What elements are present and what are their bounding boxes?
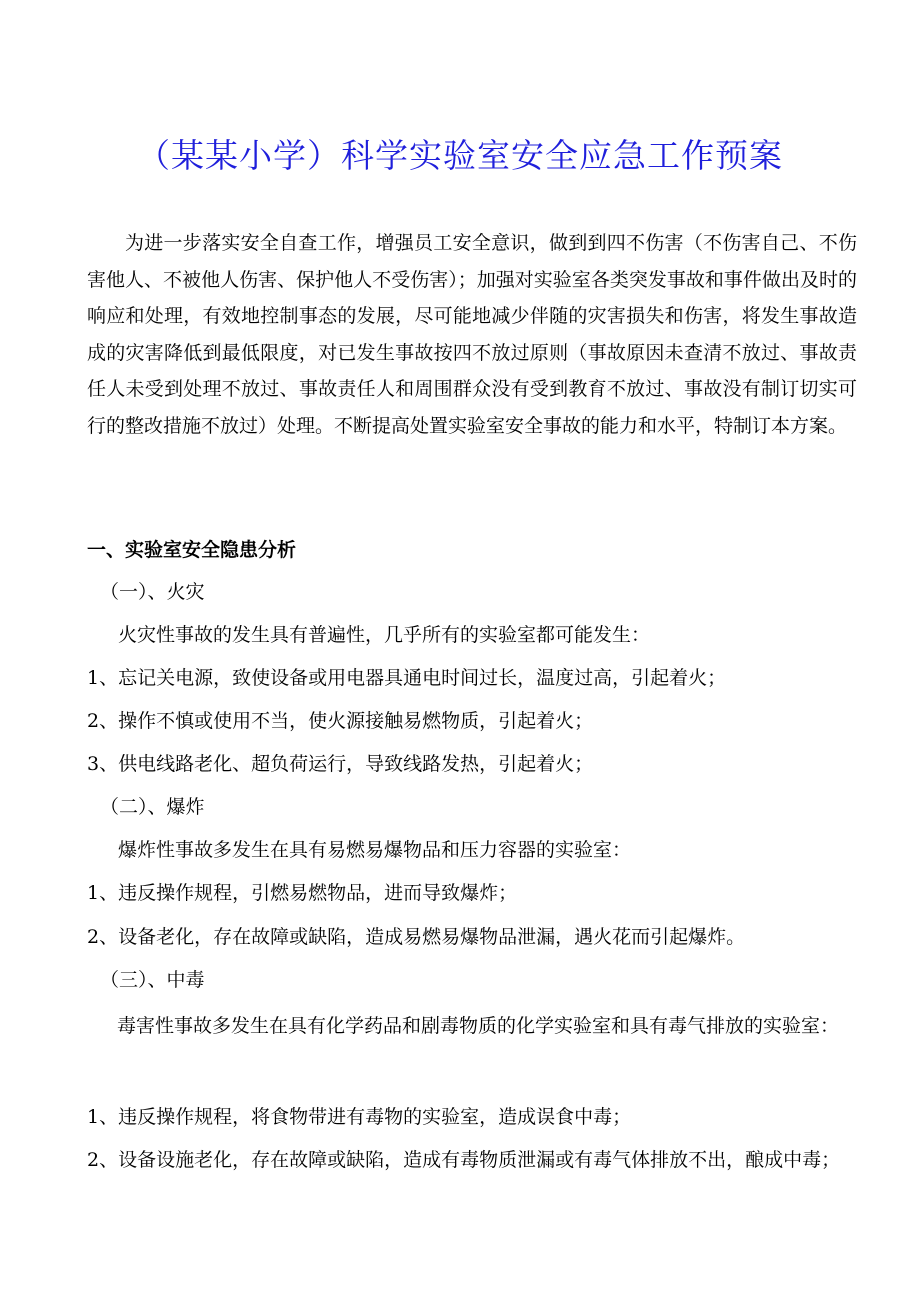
subheading-explosion: （二）、爆炸 [100, 796, 205, 818]
fire-lead-text: 火灾性事故的发生具有普遍性，几乎所有的实验室都可能发生： [118, 624, 651, 646]
fire-item-3: 3、供电线路老化、超负荷运行，导致线路发热，引起着火； [87, 753, 594, 775]
section-heading-hazard-analysis: 一、实验室安全隐患分析 [87, 539, 297, 561]
poisoning-item-2: 2、设备设施老化，存在故障或缺陷，造成有毒物质泄漏或有毒气体排放不出，酿成中毒； [87, 1149, 841, 1171]
poisoning-lead-text: 毒害性事故多发生在具有化学药品和剧毒物质的化学实验室和具有毒气排放的实验室： [117, 1015, 840, 1037]
explosion-item-2: 2、设备老化，存在故障或缺陷，造成易燃易爆物品泄漏，遇火花而引起爆炸。 [87, 926, 746, 948]
intro-paragraph: 为进一步落实安全自查工作，增强员工安全意识，做到到四不伤害（不伤害自己、不伤害他人、不被他人伤害、保护他人不受伤害）；加强对实验室各类突发事故和事件做出及时的响应和处理，有效地控制事态的发展，尽可能地减少伴随的灾害损失和伤害，将发生事故造成的灾害降低到最低限度，对已发生事故按四不放过原则（事故原因未查清不放过、事故责任人未受到处理不放过、事故责任人和周围群众没有受到教育不放过、事故没有制订切实可行的整改措施不放过）处理。不断提高处置实验室安全事故的能力和水平，特制订本方案。 [87, 232, 857, 437]
fire-item-1: 1、忘记关电源，致使设备或用电器具通电时间过长，温度过高，引起着火； [87, 667, 727, 689]
fire-item-2: 2、操作不慎或使用不当，使火源接触易燃物质，引起着火； [87, 710, 594, 732]
explosion-item-1: 1、违反操作规程，引燃易燃物品，进而导致爆炸； [87, 882, 518, 904]
subheading-fire: （一）、火灾 [100, 581, 205, 603]
subheading-poisoning: （三）、中毒 [100, 969, 205, 991]
explosion-lead-text: 爆炸性事故多发生在具有易燃易爆物品和压力容器的实验室： [118, 839, 632, 861]
poisoning-item-1: 1、违反操作规程，将食物带进有毒物的实验室，造成误食中毒； [87, 1106, 632, 1128]
document-title: （某某小学）科学实验室安全应急工作预案 [137, 136, 783, 175]
